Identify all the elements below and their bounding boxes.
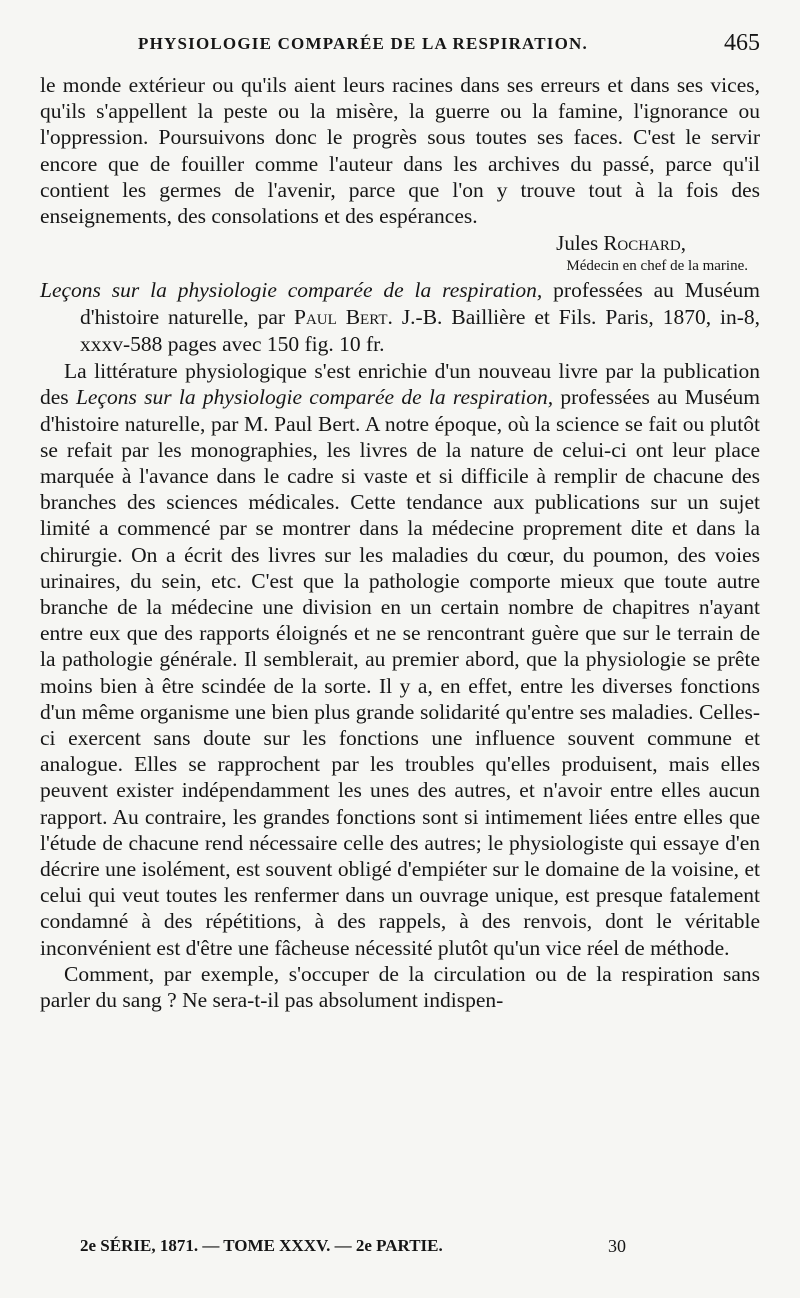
body-text bbox=[40, 72, 760, 1013]
review-paragraph-2: Comment, par exemple, s'occuper de la circulation ou de la respiration sans parler du sang ? Ne sera-t-il pas absolument indispen- bbox=[40, 961, 760, 1013]
review-pre-author: professées au Muséum d'histoire naturelle, par bbox=[80, 278, 761, 330]
running-title: PHYSIOLOGIE COMPARÉE DE LA RESPIRATION. bbox=[138, 34, 588, 53]
review-book-title: Leçons sur la physiologie comparée de la respiration, bbox=[40, 278, 543, 303]
signature bbox=[40, 231, 686, 255]
opening-paragraph: le monde extérieur ou qu'ils aient leurs racines dans ses erreurs et dans ses vices, qu'ils s'appellent la peste ou la misère, la guerre ou la famine, l'ignorance ou l'oppression. Poursuivons donc le progrès sous toutes ses faces. C'est le servir encore que de fouiller comme l'auteur dans les archives du passé, parce qu'il contient les germes de l'avenir, parce que l'on y trouve tout à la fois des enseignements, des consolations et des espérances. bbox=[40, 73, 760, 229]
signature-first-name: Jules bbox=[556, 231, 599, 256]
review-entry bbox=[40, 277, 760, 358]
sheet-number: 30 bbox=[608, 1236, 626, 1256]
review-paragraph-1-start: La littérature physiologique s'est enrichie d'un nouveau livre par la publication des bbox=[40, 359, 760, 410]
page-number: 465 bbox=[724, 30, 760, 56]
signature-surname: Rochard, bbox=[603, 231, 686, 256]
review-paragraph-1 bbox=[40, 358, 760, 961]
signature-role: Médecin en chef de la marine. bbox=[566, 258, 748, 275]
review-author: Paul Bert. bbox=[293, 305, 393, 330]
review-details: J.-B. Baillière et Fils. Paris, 1870, in-8, xxxv-588 pages avec 150 fig. 10 fr. bbox=[80, 305, 761, 357]
review-paragraph-1-rest: professées au Muséum d'histoire naturelle, par M. Paul Bert. A notre époque, où la science se fait ou plutôt se refait par les monographies, les livres de la nature de celui-ci ont leur place marquée à l'avance dans le cadre si vaste et si difficile à remplir de chacune des branches des sciences médicales. Cette tendance aux publications sur un sujet limité a commencé par se montrer dans la médecine proprement dite et dans la chirurgie. On a écrit des livres sur les maladies du cœur, du poumon, des voies urinaires, du sein, etc. C'est que la pathologie comporte mieux que toute autre branche de la médecine une division en un certain nombre de chapitres n'ayant entre eux que des rapports éloignés et ne se rencontrant guère que sur le terrain de la pathologie générale. Il semblerait, au premier abord, que la physiologie se prête moins bien à être scindée de la sorte. Il y a, en effet, entre les diverses fonctions d'un même organisme une bien plus grande solidarité qu'entre ses maladies. Celles-ci exercent sans doute sur les fonctions une influence souvent commune et analogue. Elles se rapprochent par les troubles qu'elles produisent, mais elles peuvent exister indépendamment les unes des autres, et n'avoir entre elles aucun rapport. Au contraire, les grandes fonctions sont si intimement liées entre elles que l'étude de chacune rend nécessaire celle des autres; le physiologiste qui essaye d'en décrire une isolément, est souvent obligé d'empiéter sur le domaine de la voisine, et celui qui veut toutes les renfermer dans un ouvrage unique, est presque fatalement condamné à des répétitions, à des rappels, à des renvois, dont le véritable inconvénient est d'être une fâcheuse nécessité plutôt qu'un vice réel de méthode. bbox=[40, 385, 761, 960]
page-header bbox=[40, 30, 760, 70]
review-paragraph-1-book-title: Leçons sur la physiologie comparée de la respiration, bbox=[75, 385, 554, 410]
page-footer: 2e SÉRIE, 1871. — TOME XXXV. — 2e PARTIE. bbox=[80, 1236, 443, 1255]
